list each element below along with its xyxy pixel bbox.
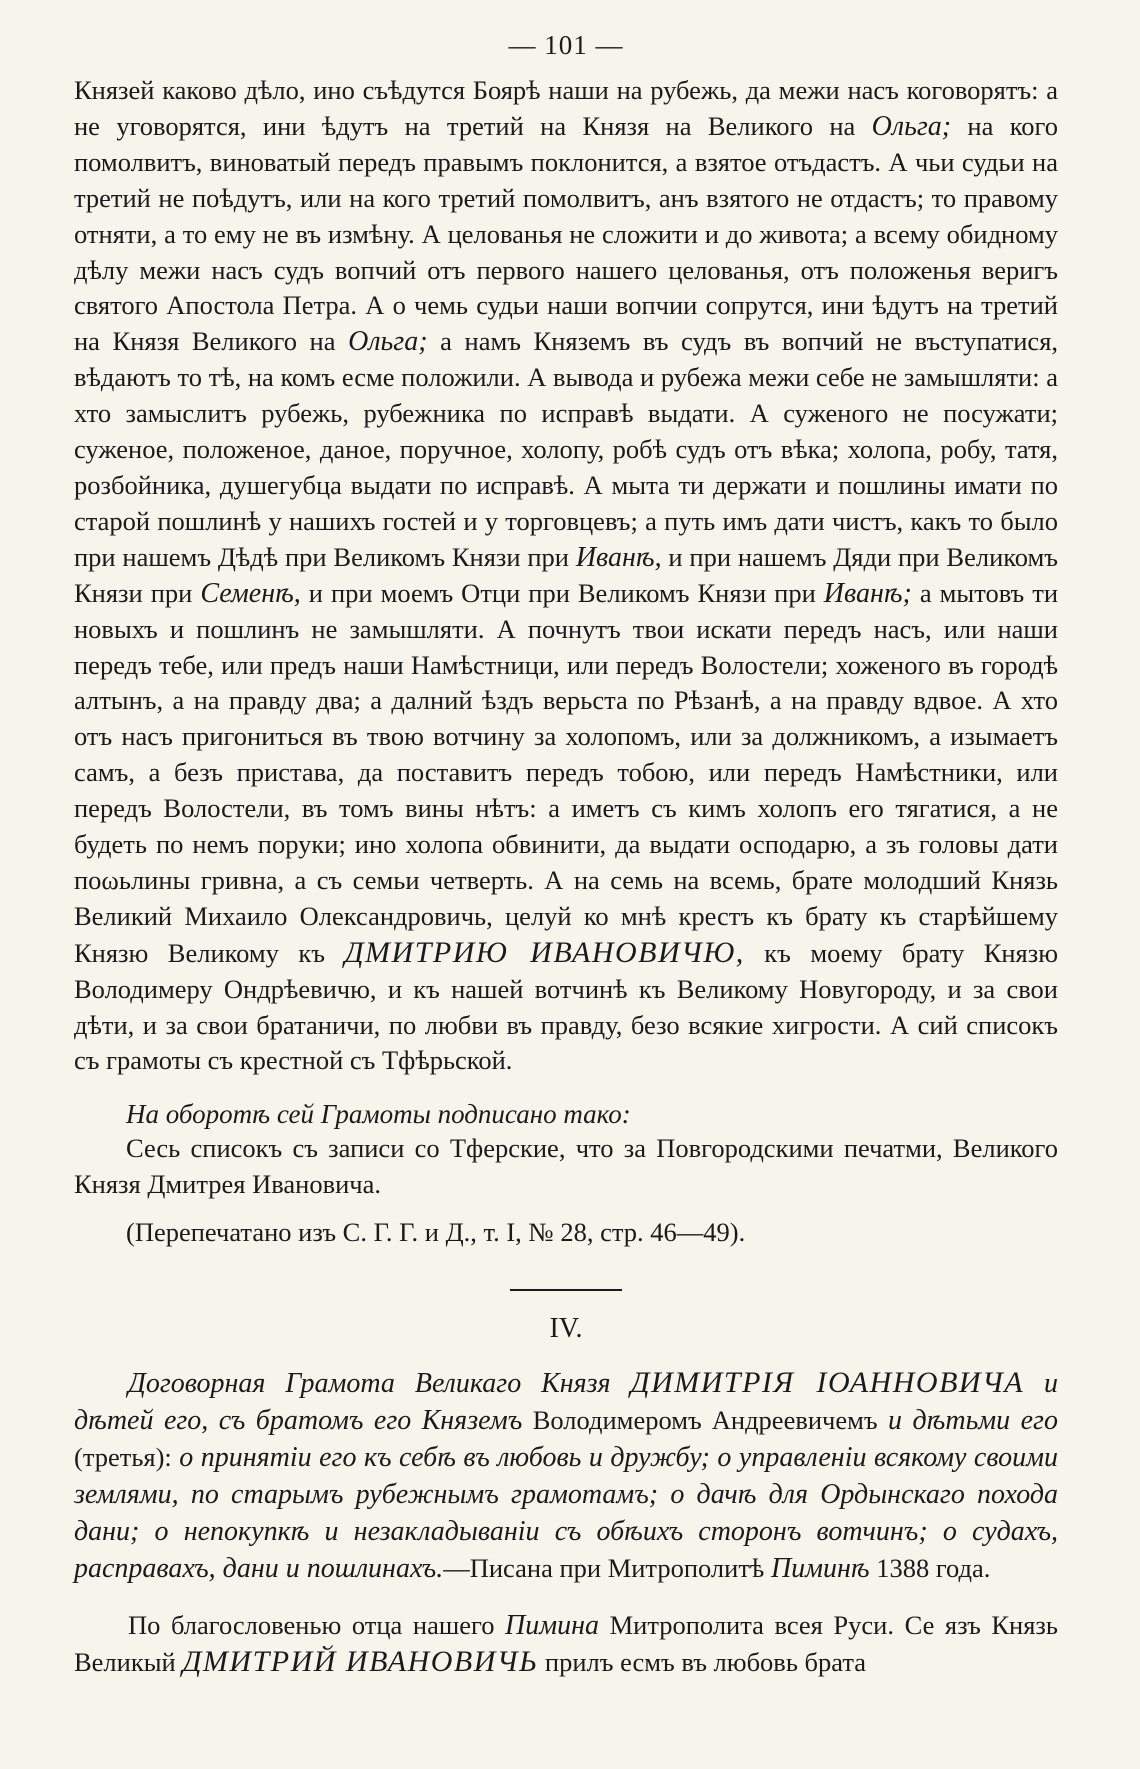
charter-opening-text bbox=[74, 1607, 1058, 1680]
name-olga: Ольга; bbox=[348, 326, 428, 358]
heading-segment: о принятіи его къ себѣ въ любовь и дружбу; о управленіи всякому своими землями, по старымъ рубежнымъ грамотамъ; о дачѣ для Ордынскаго похода дани; о непокупкѣ и незакладываніи съ обѣихъ сторонъ вотчинъ; о судахъ, расправахъ, дани и пошлинахъ. bbox=[74, 1442, 1058, 1585]
heading-segment: 1388 года. bbox=[869, 1553, 991, 1584]
text-segment: къ моему брату Князю Володимеру Ондрѣевичю, и къ нашей вотчинѣ къ Великому Новугороду, и за свои дѣти, и за свои братаничи, по любви въ правду, безо всякие хигрости. А сий списокъ съ грамоты съ крестной съ Тфѣрьской. bbox=[74, 937, 1058, 1076]
text-segment: на кого помолвитъ, виноватый передъ правымъ поклонится, а взятое отъдастъ. А чьи судьи на третий не поѣдутъ, или на кого третий помолвитъ, анъ взятого не отдастъ; то правому отняти, а то ему не въ измѣну. А целованья не сложити и до живота; а всему обидному дѣлу межи насъ судъ вопчий отъ первого нашего целованья, отъ положенья веригъ святого Апостола Петра. А о чемь судьи наши вопчии сопрутся, ини ѣдутъ на третий на Князя Великого на bbox=[74, 110, 1058, 357]
name-pimin: Пимина bbox=[505, 1610, 600, 1642]
heading-segment: и дѣтьми его bbox=[877, 1405, 1058, 1437]
heading-name-pimin: Пиминѣ bbox=[770, 1553, 870, 1585]
heading-name-caps: ДИМИТРІЯ ІОАННОВИЧА bbox=[630, 1366, 1025, 1400]
name-ivan: Иванѣ; bbox=[823, 577, 912, 609]
page-number: — 101 — bbox=[508, 30, 624, 60]
heading-segment: —Писана при Митрополитѣ bbox=[443, 1553, 771, 1584]
name-dmitry-caps: ДМИТРИЮ ИВАНОВИЧЮ, bbox=[344, 935, 745, 969]
name-semen: Семенѣ, bbox=[200, 577, 301, 609]
main-treaty-text bbox=[74, 73, 1058, 1079]
section-divider bbox=[510, 1289, 622, 1291]
text-segment: а намъ Княземъ въ судъ въ вопчий не въступатися, вѣдаютъ то тѣ, на комъ есме положили. А вывода и рубежа межи себе не замышляти: а хто замыслитъ рубежь, рубежника по исправѣ выдати. А суженого не посужати; суженое, положеное, даное, поручное, холопу, робѣ судъ отъ вѣка; холопа, робу, татя, розбойника, душегубца выдати по исправѣ. А мыта ти держати и пошлины имати по старой пошлинѣ у нашихъ гостей и у торговцевъ; а путь имъ дати чистъ, какъ то было при нашемъ Дѣдѣ при Великомъ Князи при bbox=[74, 326, 1059, 572]
name-ivan: Иванѣ, bbox=[575, 541, 662, 573]
charter-heading bbox=[74, 1365, 1058, 1587]
reverse-note-text: Сесь списокъ съ записи со Тферские, что за Повгородскими печатми, Великого Князя Дмитрея Ивановича. bbox=[74, 1133, 1058, 1200]
source-citation: (Перепечатано изъ С. Г. Г. и Д., т. I, № 28, стр. 46—49). bbox=[126, 1217, 746, 1248]
name-dmitry-caps: ДМИТРИЙ ИВАНОВИЧЬ bbox=[182, 1645, 539, 1679]
charter-segment: По благословенью отца нашего bbox=[128, 1610, 506, 1641]
charter-segment: Митрополита всея Руси. Се язъ Князь Великый bbox=[74, 1610, 1058, 1678]
text-segment: и при моемъ Отци при Великомъ Князи при bbox=[300, 577, 824, 608]
heading-segment: Договорная Грамота Великаго Князя bbox=[128, 1368, 631, 1400]
heading-segment: и дѣтей его, съ братомъ его Княземъ bbox=[74, 1368, 1058, 1437]
reverse-note-heading: На оборотѣ сей Грамоты подписано тако: bbox=[126, 1099, 631, 1130]
name-olga: Ольга; bbox=[871, 110, 952, 142]
charter-segment: прилъ есмъ въ любовь брата bbox=[538, 1647, 867, 1678]
text-segment: Князей каково дѣло, ино съѣдутся Боярѣ наши на рубежь, да межи насъ коговорятъ: а не уговорятся, ини ѣдутъ на третий на Князя на Великого на bbox=[74, 75, 1058, 141]
heading-segment: (третья): bbox=[74, 1442, 172, 1473]
text-segment: а мытовъ ти новыхъ и пошлинъ не замышляти. А почнутъ твои искати передъ насъ, или наши передъ тебе, или предъ наши Намѣстници, или передъ Волостели; хоженого въ городѣ алтынъ, а на правду два; а далний ѣздъ верьста по Рѣзанѣ, а на правду вдвое. А хто отъ насъ пригониться въ твою вотчину за холопомъ, или за должникомъ, а изымаетъ самъ, а безъ пристава, да поставитъ передъ тобою, или передъ Намѣстники, или передъ Волостели, въ томъ вины нѣтъ: а иметъ съ кимъ холопъ его тягатися, а не будеть по немъ поруки; ино холопа обвинити, да выдати осподарю, а зъ головы дати поωьлины гривна, а съ семьи четверть. А на семь на всемь, брате молодший Князь Великий Михаило Олександровичь, целуй ко мнѣ крестъ къ брату къ старѣйшему Князю Великому къ bbox=[74, 577, 1059, 968]
heading-segment: Володимеромъ Андреевичемъ bbox=[532, 1405, 878, 1436]
section-numeral: IV. bbox=[549, 1313, 583, 1345]
text-segment: и при нашемъ Дяди при Великомъ Князи при bbox=[74, 541, 1059, 608]
